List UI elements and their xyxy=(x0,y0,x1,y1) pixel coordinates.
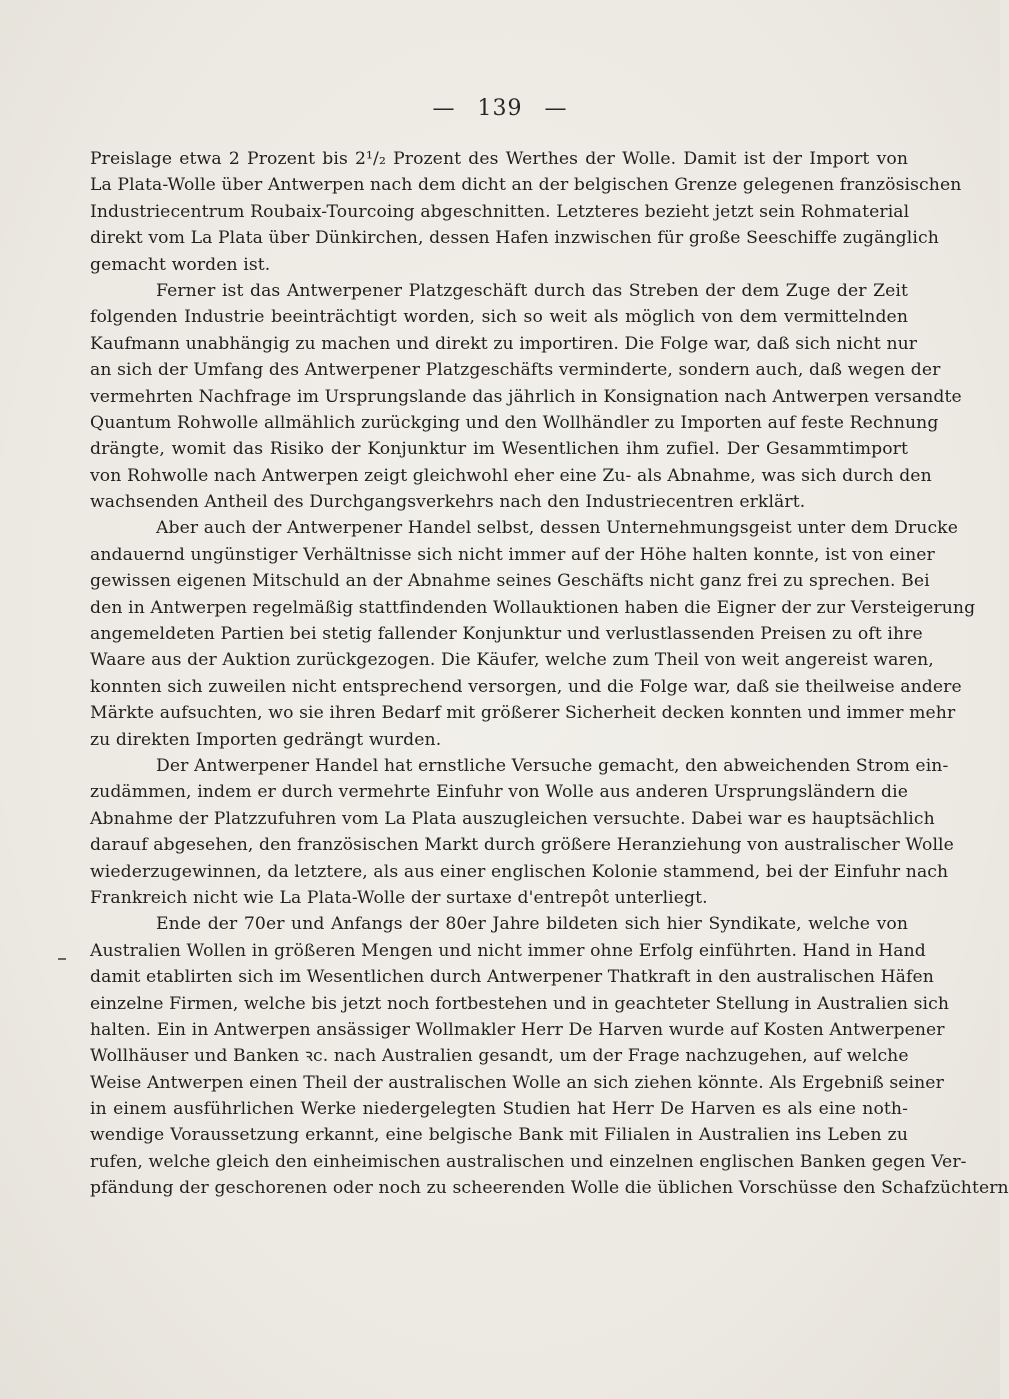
left-dash: — xyxy=(432,96,456,121)
body-text xyxy=(90,146,1009,1202)
text-line: den in Antwerpen regelmäßig stattfindenden Wollauktionen haben die Eigner der zur Versteigerung xyxy=(90,597,976,618)
text-line: konnten sich zuweilen nicht entsprechend versorgen, und die Folge war, daß sie theilweise andere xyxy=(90,676,962,697)
text-line: Waare aus der Auktion zurückgezogen. Die Käufer, welche zum Theil von weit angereist waren, xyxy=(90,650,934,671)
text-line: Quantum Rohwolle allmählich zurückging und den Wollhändler zu Importen auf feste Rechnung xyxy=(90,412,939,433)
text-line: rufen, welche gleich den einheimischen australischen und einzelnen englischen Banken gegen Ver- xyxy=(90,1151,967,1172)
text-line: halten. Ein in Antwerpen ansässiger Wollmakler Herr De Harven wurde auf Kosten Antwerpener xyxy=(90,1019,945,1040)
text-line: Kaufmann unabhängig zu machen und direkt zu importiren. Die Folge war, daß sich nicht nur xyxy=(90,333,918,354)
right-dash: — xyxy=(544,96,568,121)
paragraph-start-line: Aber auch der Antwerpener Handel selbst, dessen Unternehmungsgeist unter dem Drucke xyxy=(156,518,958,539)
paragraph-start-line: Ferner ist das Antwerpener Platzgeschäft durch das Streben der dem Zuge der Zeit xyxy=(156,280,908,301)
text-line: pfändung der geschorenen oder noch zu scheerenden Wolle die üblichen Vorschüsse den Schafzüchtern xyxy=(90,1178,1009,1199)
text-line: direkt vom La Plata über Dünkirchen, dessen Hafen inzwischen für große Seeschiffe zugänglich xyxy=(90,228,939,249)
text-line: von Rohwolle nach Antwerpen zeigt gleichwohl eher eine Zu- als Abnahme, was sich durch den xyxy=(90,465,932,486)
text-line: drängte, womit das Risiko der Konjunktur im Wesentlichen ihm zufiel. Der Gesammtimport xyxy=(90,439,908,460)
text-line: zu direkten Importen gedrängt wurden. xyxy=(90,729,442,750)
text-line: einzelne Firmen, welche bis jetzt noch fortbestehen und in geachteter Stellung in Australien sich xyxy=(90,993,950,1014)
page-number: 139 xyxy=(477,96,523,121)
text-line: wiederzugewinnen, da letztere, als aus einer englischen Kolonie stammend, bei der Einfuhr nach xyxy=(90,861,949,882)
text-line: zudämmen, indem er durch vermehrte Einfuhr von Wolle aus anderen Ursprungsländern die xyxy=(90,782,908,803)
text-line: vermehrten Nachfrage im Ursprungslande das jährlich in Konsignation nach Antwerpen versandte xyxy=(90,386,962,407)
text-line: darauf abgesehen, den französischen Markt durch größere Heranziehung von australischer Wolle xyxy=(90,835,954,856)
text-line: La Plata-Wolle über Antwerpen nach dem dicht an der belgischen Grenze gelegenen französischen xyxy=(90,175,962,196)
text-line: wendige Voraussetzung erkannt, eine belgische Bank mit Filialen in Australien ins Leben zu xyxy=(90,1125,908,1146)
text-line: Abnahme der Platzzufuhren vom La Plata auszugleichen versuchte. Dabei war es hauptsächlich xyxy=(90,808,935,829)
text-line: folgenden Industrie beeinträchtigt worden, sich so weit als möglich von dem vermittelnden xyxy=(90,307,908,328)
text-line: gewissen eigenen Mitschuld an der Abnahme seines Geschäfts nicht ganz frei zu sprechen. Bei xyxy=(90,571,930,592)
paragraph-start-line: Ende der 70er und Anfangs der 80er Jahre bildeten sich hier Syndikate, welche von xyxy=(156,914,908,935)
text-line: angemeldeten Partien bei stetig fallender Konjunktur und verlustlassenden Preisen zu oft ihre xyxy=(90,624,923,645)
text-line: wachsenden Antheil des Durchgangsverkehrs nach den Industriecentren erklärt. xyxy=(90,492,806,513)
text-line: Australien Wollen in größeren Mengen und nicht immer ohne Erfolg einführten. Hand in Hand xyxy=(90,940,926,961)
text-line: Wollhäuser und Banken ꝛc. nach Australien gesandt, um der Frage nachzugehen, auf welche xyxy=(90,1046,909,1067)
text-line: an sich der Umfang des Antwerpener Platzgeschäfts verminderte, sondern auch, daß wegen der xyxy=(90,360,941,381)
text-line: Preislage etwa 2 Prozent bis 2¹/₂ Prozent des Werthes der Wolle. Damit ist der Import von xyxy=(90,149,908,169)
text-line: in einem ausführlichen Werke niedergelegten Studien hat Herr De Harven es als eine noth- xyxy=(90,1099,908,1120)
text-line: Frankreich nicht wie La Plata-Wolle der surtaxe d'entrepôt unterliegt. xyxy=(90,887,708,908)
text-line: damit etablirten sich im Wesentlichen durch Antwerpener Thatkraft in den australischen Häfen xyxy=(90,967,934,988)
paragraph-start-line: Der Antwerpener Handel hat ernstliche Versuche gemacht, den abweichenden Strom ein- xyxy=(156,755,949,776)
text-line: Industriecentrum Roubaix-Tourcoing abgeschnitten. Letzteres bezieht jetzt sein Rohmaterial xyxy=(90,201,910,222)
page-number-header xyxy=(0,96,1000,121)
text-line: Weise Antwerpen einen Theil der australischen Wolle an sich ziehen könnte. Als Ergebniß seiner xyxy=(90,1072,944,1093)
text-line: gemacht worden ist. xyxy=(90,254,271,275)
text-line: Märkte aufsuchten, wo sie ihren Bedarf mit größerer Sicherheit decken konnten und immer mehr xyxy=(90,703,956,724)
text-line: andauernd ungünstiger Verhältnisse sich nicht immer auf der Höhe halten konnte, ist von einer xyxy=(90,544,935,565)
margin-mark xyxy=(58,958,66,960)
